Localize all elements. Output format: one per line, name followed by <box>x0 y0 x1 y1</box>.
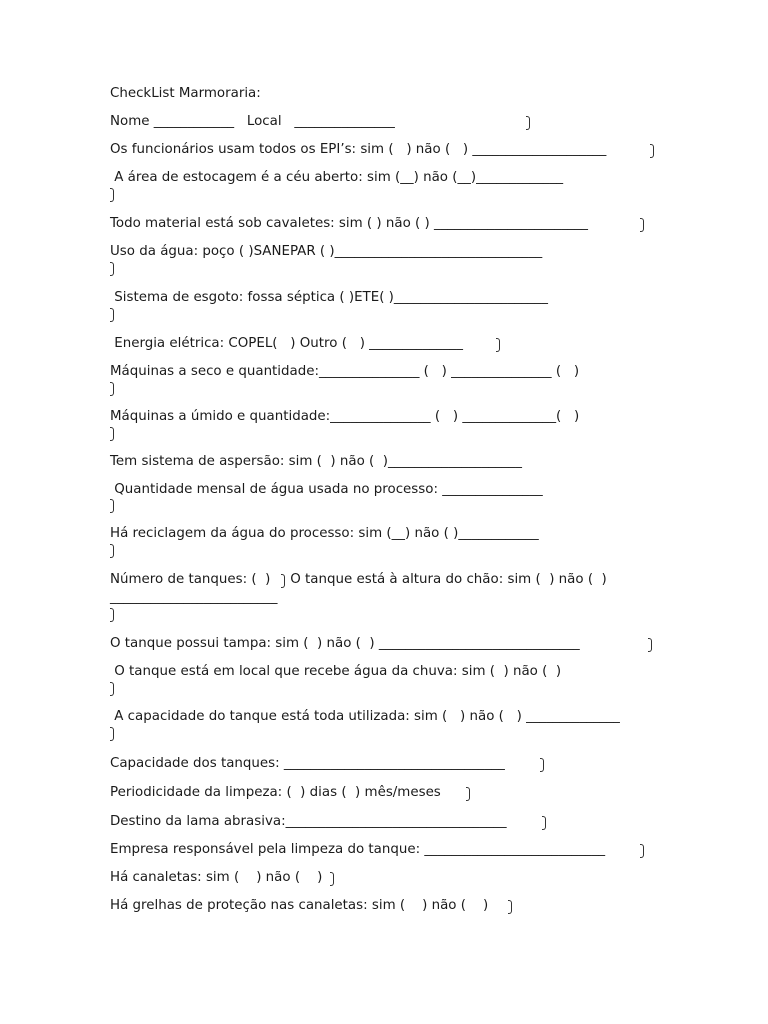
line-grelhas: Há grelhas de proteção nas canaletas: sim ( ) não ( ) <box>110 898 489 913</box>
line-name-local: Nome ____________ Local _______________ <box>110 114 395 129</box>
line-maquinas-seco: Máquinas a seco e quantidade:_______________ ( ) _______________ ( ) <box>110 364 580 379</box>
line-capacidade-utilizada: A capacidade do tanque está toda utilizada: sim ( ) não ( ) ______________ <box>110 709 620 724</box>
bracket-mark <box>650 144 654 158</box>
bracket-mark <box>542 816 546 830</box>
line-capacidade-tanques: Capacidade dos tanques: _________________________________ <box>110 756 505 771</box>
line-esgoto: Sistema de esgoto: fossa séptica ( )ETE( )_______________________ <box>110 290 548 305</box>
bracket-mark <box>640 218 644 232</box>
bracket-mark <box>110 188 114 202</box>
bracket-mark <box>496 338 500 352</box>
bracket-mark <box>110 382 114 396</box>
line-altura-chao: O tanque está à altura do chão: sim ( ) não ( ) <box>286 572 607 587</box>
line-reciclagem: Há reciclagem da água do processo: sim (__) não ( )____________ <box>110 526 539 541</box>
line-uso-agua: Uso da água: poço ( )SANEPAR ( )_______________________________ <box>110 244 543 259</box>
bracket-mark <box>648 638 652 652</box>
line-canaletas: Há canaletas: sim ( ) não ( ) <box>110 870 323 885</box>
line-aspersao: Tem sistema de aspersão: sim ( ) não ( )____________________ <box>110 454 522 469</box>
bracket-mark <box>640 844 644 858</box>
line-blank: _________________________ <box>110 590 278 605</box>
bracket-mark <box>110 427 114 441</box>
line-agua-chuva: O tanque está em local que recebe água da chuva: sim ( ) não ( ) <box>110 664 562 679</box>
checklist-title: CheckList Marmoraria: <box>110 86 261 101</box>
bracket-mark <box>110 682 114 696</box>
bracket-mark <box>110 544 114 558</box>
line-tampa: O tanque possui tampa: sim ( ) não ( ) ______________________________ <box>110 636 580 651</box>
line-cavaletes: Todo material está sob cavaletes: sim ( ) não ( ) _______________________ <box>110 216 588 231</box>
line-periodicidade: Periodicidade da limpeza: ( ) dias ( ) mês/meses <box>110 785 441 800</box>
line-quantidade-agua: Quantidade mensal de água usada no processo: _______________ <box>110 482 543 497</box>
bracket-mark <box>110 262 114 276</box>
bracket-mark <box>466 787 470 801</box>
line-estocagem: A área de estocagem é a céu aberto: sim (__) não (__)_____________ <box>110 170 564 185</box>
bracket-mark <box>540 758 544 772</box>
bracket-mark <box>330 872 334 886</box>
bracket-mark <box>110 308 114 322</box>
bracket-mark <box>281 574 285 588</box>
bracket-mark <box>110 499 114 513</box>
line-epi: Os funcionários usam todos os EPI’s: sim ( ) não ( ) ____________________ <box>110 142 607 157</box>
bracket-mark <box>110 727 114 741</box>
bracket-mark <box>526 116 530 130</box>
line-lama-abrasiva: Destino da lama abrasiva:_________________________________ <box>110 814 507 829</box>
bracket-mark <box>508 900 512 914</box>
line-maquinas-umido: Máquinas a úmido e quantidade:_______________ ( ) ______________( ) <box>110 409 580 424</box>
line-empresa-limpeza: Empresa responsável pela limpeza do tanque: ___________________________ <box>110 842 606 857</box>
bracket-mark <box>110 608 114 622</box>
line-energia: Energia elétrica: COPEL( ) Outro ( ) ______________ <box>110 336 463 351</box>
line-numero-tanques: Número de tanques: ( ) <box>110 572 271 587</box>
